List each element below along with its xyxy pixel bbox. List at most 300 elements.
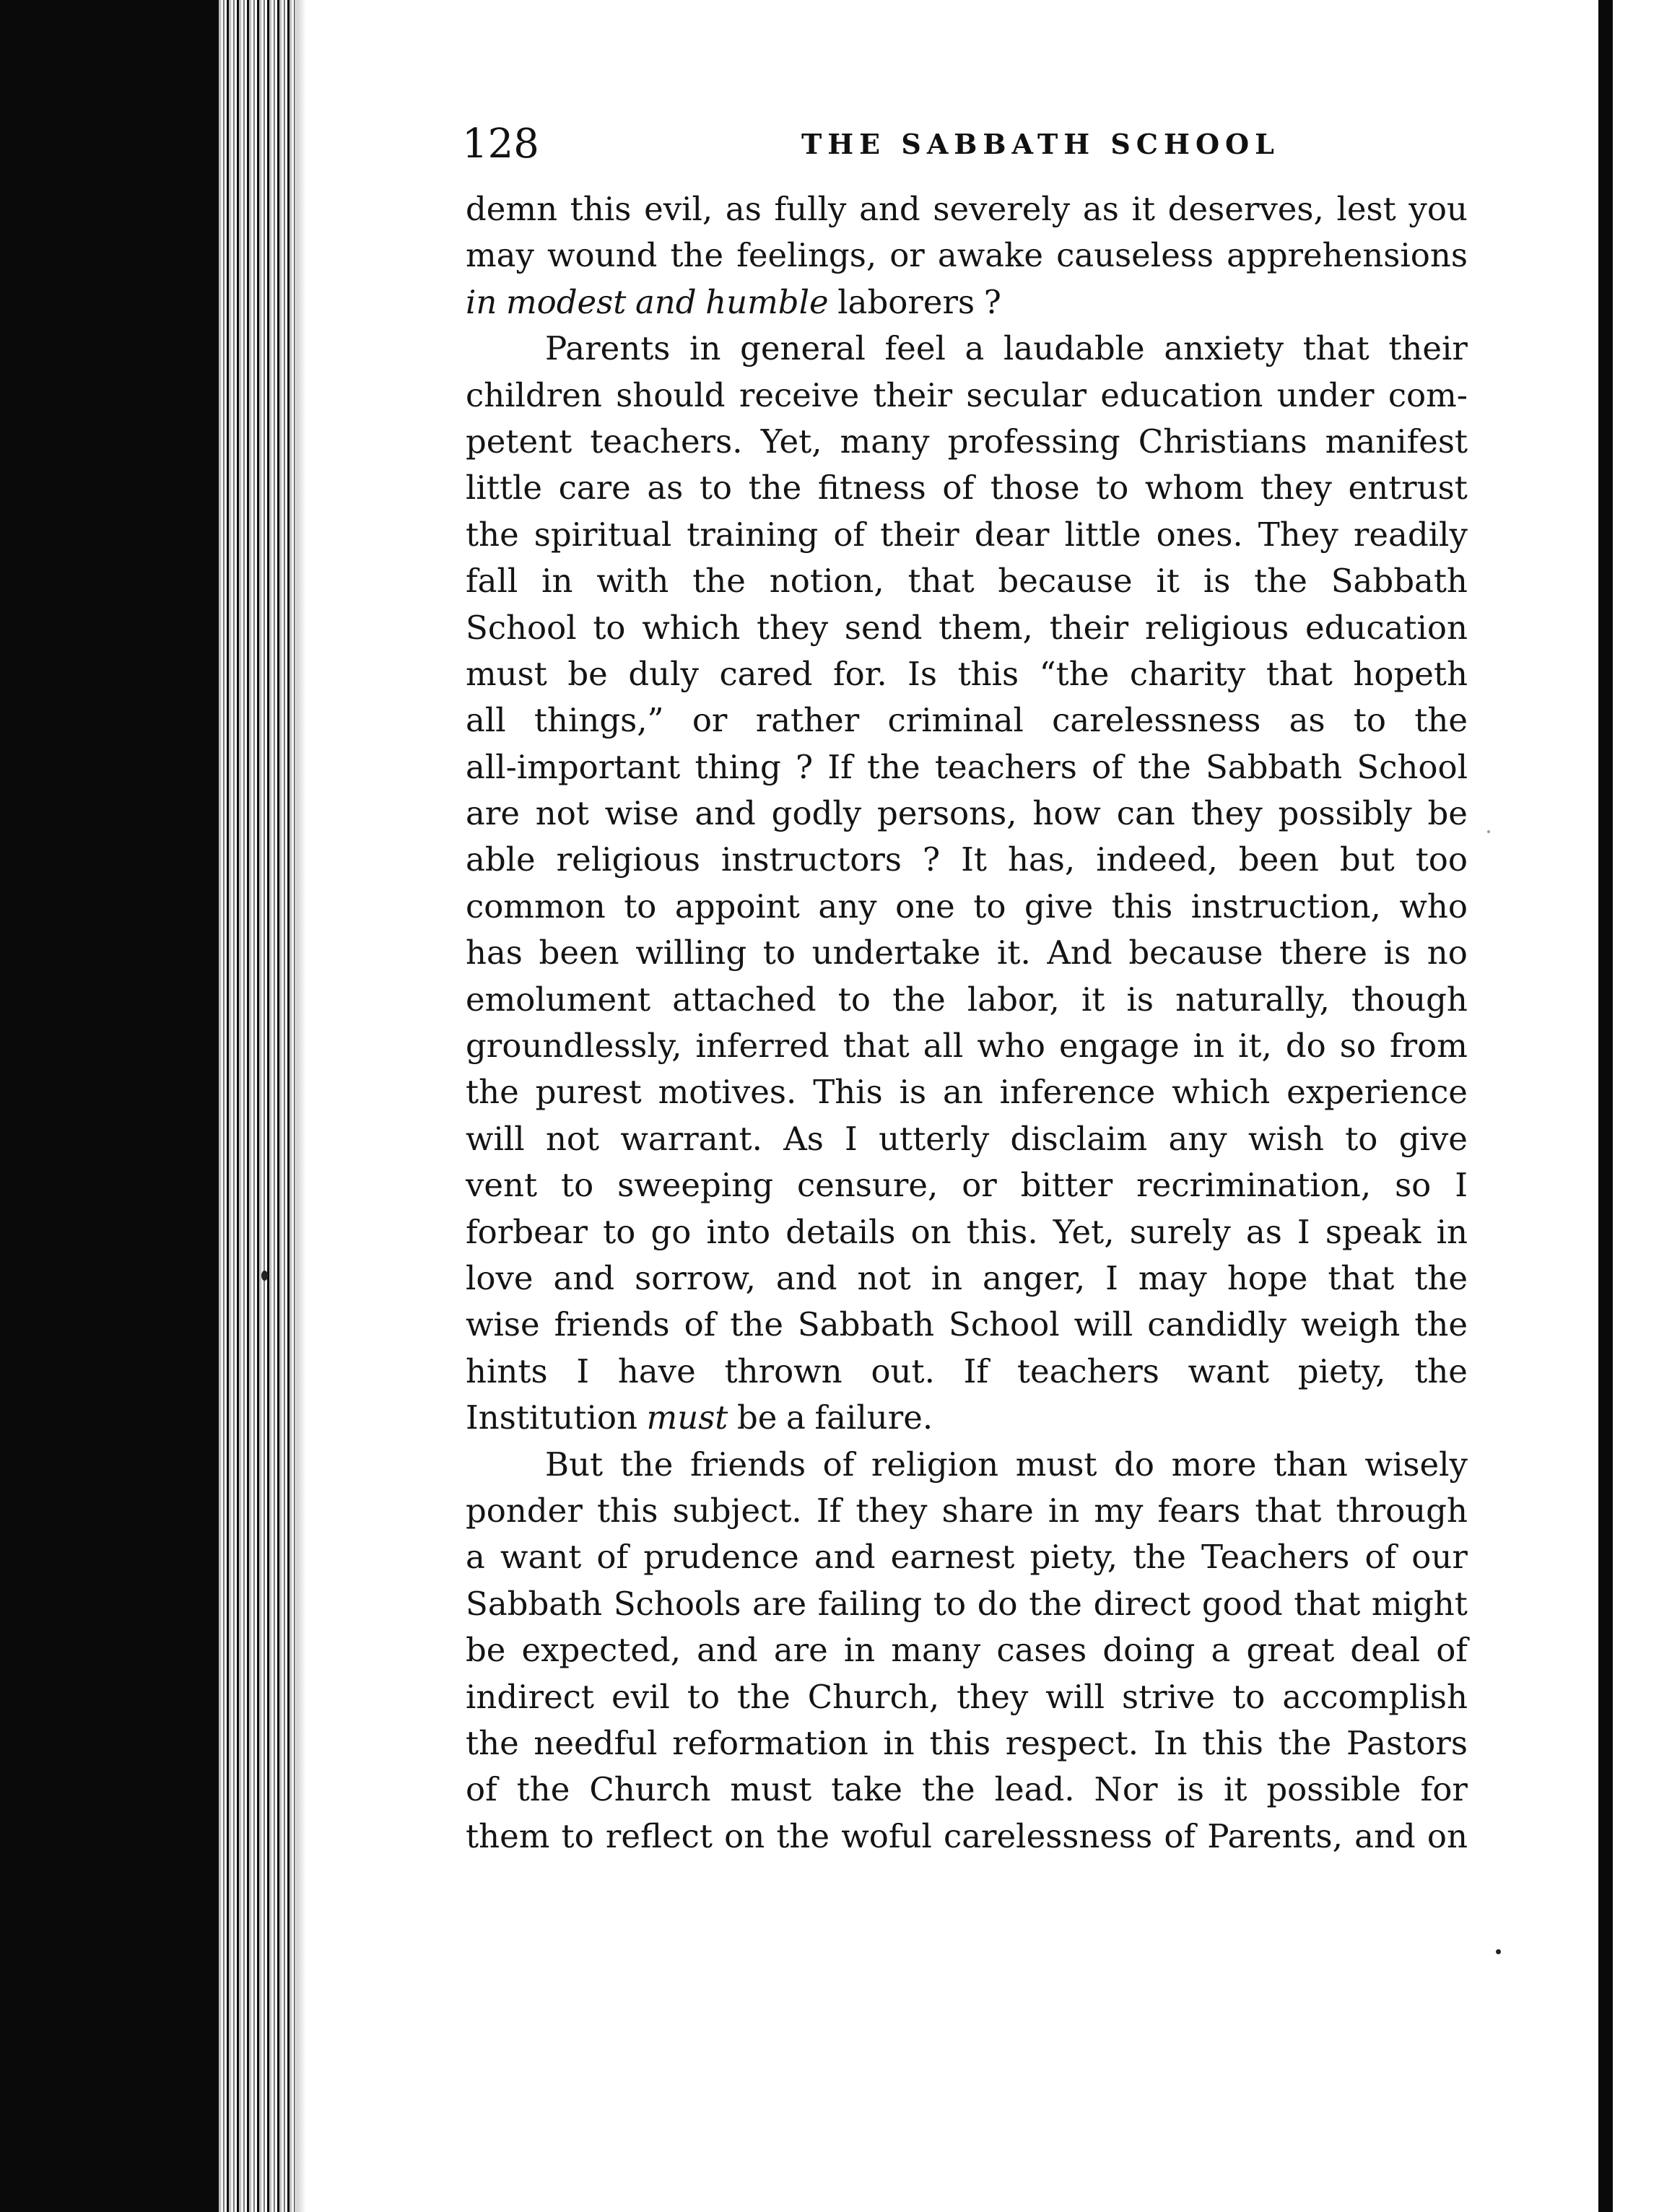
word: be [466, 1631, 506, 1670]
word: utterly [879, 1119, 990, 1158]
word: education [1305, 608, 1468, 647]
word: you [1408, 190, 1468, 228]
word: must [646, 1398, 728, 1437]
word: the [776, 1816, 830, 1855]
word: friends [554, 1305, 670, 1344]
word: do [977, 1584, 1018, 1623]
word: as [1082, 190, 1119, 228]
text-line [466, 1813, 1468, 1860]
word: religious [1144, 608, 1289, 647]
word: to [687, 1677, 720, 1716]
word: with [596, 562, 669, 601]
word: the [1414, 1351, 1468, 1390]
word: may [466, 236, 534, 275]
word: inferred [695, 1027, 830, 1066]
word: many [891, 1631, 981, 1670]
word: though [1351, 980, 1468, 1019]
word: it [1081, 980, 1105, 1019]
word: the [921, 1770, 975, 1809]
word: cases [996, 1631, 1087, 1670]
word: the [1414, 1258, 1468, 1297]
word: censure, [796, 1166, 939, 1205]
word: are [466, 794, 520, 833]
word: in [1193, 1027, 1225, 1066]
word: criminal [887, 701, 1024, 740]
word: must [730, 1770, 812, 1809]
word: be [736, 1398, 778, 1437]
text-line [466, 1349, 1468, 1395]
word: modest [505, 282, 627, 321]
word: or [962, 1166, 997, 1205]
word: their [880, 515, 959, 554]
word: how [1032, 794, 1101, 833]
word: of [942, 469, 975, 508]
word: naturally, [1175, 980, 1330, 1019]
word: no [1427, 933, 1468, 972]
word: readily [1353, 515, 1468, 554]
word: instruction, [1190, 887, 1381, 926]
word: I [1105, 1258, 1118, 1297]
word: of [684, 1305, 716, 1344]
word: to [1353, 701, 1386, 740]
text-line [466, 279, 1468, 326]
word: carelessness [1052, 701, 1261, 740]
page-edges [217, 0, 296, 2212]
word: in [931, 1258, 963, 1297]
word: the [1414, 1305, 1468, 1344]
word: them [466, 1816, 550, 1855]
word: religious [556, 840, 700, 879]
word: disclaim [1010, 1119, 1148, 1158]
word: all-important [466, 747, 681, 786]
text-line [466, 1302, 1468, 1348]
word: must [466, 654, 547, 693]
word: and [697, 1631, 758, 1670]
word: this. [966, 1212, 1038, 1251]
word: hints [466, 1351, 548, 1390]
word: is [899, 1073, 927, 1112]
word: the [670, 236, 724, 275]
word: not [857, 1258, 911, 1297]
word: deserves, [1167, 190, 1324, 228]
text-line [466, 1023, 1468, 1069]
word: and [859, 190, 920, 228]
word: needful [534, 1723, 658, 1762]
word: it [1223, 1770, 1248, 1809]
word: the [1278, 1723, 1332, 1762]
word: fully [774, 190, 847, 228]
word: the [1254, 562, 1307, 601]
word: causeless [1056, 236, 1214, 275]
word: things,” [534, 701, 664, 740]
page-number: 128 [462, 121, 539, 167]
word: candidly [1147, 1305, 1287, 1344]
word: be [567, 654, 608, 693]
word: should [616, 375, 726, 414]
word: thing [695, 747, 781, 786]
word: this [957, 654, 1019, 693]
word: must [1015, 1445, 1097, 1484]
word: into [706, 1212, 771, 1251]
word: engage [1058, 1027, 1180, 1066]
word: indirect [466, 1677, 595, 1716]
word: the [466, 1073, 519, 1112]
text-line [466, 1255, 1468, 1302]
word: may [1138, 1258, 1207, 1297]
word: more [1171, 1445, 1257, 1484]
word: so [1339, 1027, 1376, 1066]
word: groundlessly, [466, 1027, 682, 1066]
word: piety, [1297, 1351, 1386, 1390]
word: the [730, 1305, 783, 1344]
word: They [1258, 515, 1338, 554]
word: Teachers [1201, 1538, 1350, 1577]
text-line [466, 1069, 1468, 1115]
word: School [949, 1305, 1060, 1344]
word: spiritual [534, 515, 672, 554]
word: the [619, 1445, 674, 1484]
word: but [1339, 840, 1395, 879]
word: education [1100, 375, 1263, 414]
word: Church [589, 1770, 711, 1809]
word: labor, [967, 980, 1060, 1019]
word: possible [1266, 1770, 1401, 1809]
word: a [965, 329, 985, 368]
word: to [561, 1166, 594, 1205]
word: to [973, 887, 1006, 926]
body-text [466, 186, 1468, 1860]
word: And [1047, 933, 1113, 972]
word: on [1427, 1816, 1468, 1855]
word: piety, [1029, 1538, 1118, 1577]
word: are [773, 1631, 828, 1670]
word: as [1245, 1212, 1282, 1251]
word: of [1092, 747, 1123, 786]
word: not [545, 1119, 600, 1158]
word: the [466, 515, 519, 554]
word: the [1133, 1538, 1186, 1577]
word: recrimination, [1136, 1166, 1372, 1205]
word: it. [996, 933, 1031, 972]
word: this [929, 1723, 991, 1762]
word: has [466, 933, 523, 972]
word: bitter [1020, 1166, 1113, 1205]
word: teachers [934, 747, 1077, 786]
word: will [1045, 1677, 1105, 1716]
text-line [466, 605, 1468, 651]
word: my [1094, 1491, 1144, 1530]
word: of [822, 1445, 855, 1484]
word: which [642, 608, 741, 647]
word: notion, [769, 562, 884, 601]
word: to [699, 469, 733, 508]
word: good [1201, 1584, 1283, 1623]
word: through [1336, 1491, 1468, 1530]
word: that [907, 562, 975, 601]
word: is [1203, 562, 1231, 601]
word: those [990, 469, 1080, 508]
word: go [650, 1212, 692, 1251]
text-line [466, 884, 1468, 930]
text-line [466, 1209, 1468, 1255]
word: for [1420, 1770, 1468, 1809]
word: ? [983, 282, 1001, 321]
word: motives. [658, 1073, 797, 1112]
word: ? [795, 747, 814, 786]
word: of [1436, 1631, 1468, 1670]
word: be [1427, 794, 1468, 833]
text-line [466, 1162, 1468, 1209]
word: of [1364, 1538, 1397, 1577]
word: our [1411, 1538, 1468, 1577]
text-line [466, 232, 1468, 279]
page-edge-fade [296, 0, 306, 2212]
text-line [466, 697, 1468, 744]
word: hope [1227, 1258, 1308, 1297]
word: on [910, 1212, 952, 1251]
word: to [933, 1584, 967, 1623]
word: or [692, 701, 728, 740]
word: not [535, 794, 589, 833]
running-title: THE SABBATH SCHOOL [801, 128, 1280, 160]
word: teachers [1016, 1351, 1159, 1390]
word: all [466, 701, 506, 740]
word: respect. [1005, 1723, 1139, 1762]
word: have [617, 1351, 696, 1390]
word: them, [939, 608, 1033, 647]
word: I [1297, 1212, 1310, 1251]
word: and [775, 1258, 837, 1297]
word: expected, [521, 1631, 682, 1670]
word: to [624, 887, 657, 926]
word: appoint [674, 887, 800, 926]
word: because [1128, 933, 1263, 972]
word: feelings, [736, 236, 877, 275]
word: this [1202, 1723, 1263, 1762]
word: under [1276, 375, 1375, 414]
word: School [1357, 747, 1468, 786]
word: been [539, 933, 619, 972]
word: to [762, 933, 796, 972]
word: thrown [724, 1351, 842, 1390]
word: prudence [643, 1538, 799, 1577]
word: Sabbath [466, 1584, 603, 1623]
word: any [1168, 1119, 1227, 1158]
word: their [1388, 329, 1468, 368]
word: give [1398, 1119, 1468, 1158]
word: in [1048, 1491, 1080, 1530]
word: strive [1121, 1677, 1216, 1716]
word: are [752, 1584, 807, 1623]
word: as [1289, 701, 1325, 740]
right-margin [1613, 0, 1672, 2212]
word: direct [1093, 1584, 1191, 1623]
text-line [466, 419, 1468, 465]
word: wise [466, 1305, 540, 1344]
word: the [692, 562, 746, 601]
word: or [889, 236, 925, 275]
word: vent [466, 1166, 538, 1205]
word: But [545, 1445, 604, 1484]
word: I [845, 1119, 858, 1158]
text-line [466, 465, 1468, 511]
right-scan-border [1598, 0, 1613, 2212]
word: this [570, 190, 632, 228]
word: able [466, 840, 536, 879]
word: little [1064, 515, 1141, 554]
text-line [466, 1627, 1468, 1673]
word: can [1116, 794, 1175, 833]
word: in [466, 282, 497, 321]
text-line [466, 186, 1468, 232]
word: many [840, 422, 930, 461]
word: to [561, 1816, 594, 1855]
word: to [1232, 1677, 1266, 1716]
word: share [941, 1491, 1034, 1530]
text-line [466, 1395, 1468, 1441]
word: laborers [837, 282, 975, 321]
word: as [725, 190, 762, 228]
word: in [883, 1723, 915, 1762]
word: and [814, 1538, 876, 1577]
word: it [1156, 562, 1180, 601]
word: receive [739, 375, 860, 414]
word: that [842, 1027, 910, 1066]
word: It [961, 840, 987, 879]
word: Institution [466, 1398, 637, 1437]
word: wise [604, 794, 679, 833]
word: and [1354, 1816, 1416, 1855]
word: as [647, 469, 684, 508]
word: persons, [877, 794, 1017, 833]
word: doing [1102, 1631, 1196, 1670]
text-line [466, 558, 1468, 604]
word: and [635, 282, 697, 321]
word: As [783, 1119, 824, 1158]
word: is [1177, 1770, 1204, 1809]
word: who [1399, 887, 1468, 926]
word: ? [923, 840, 941, 879]
word: hopeth [1353, 654, 1468, 693]
word: earnest [890, 1538, 1015, 1577]
word: this [1111, 887, 1173, 926]
word: charity [1129, 654, 1246, 693]
word: in [843, 1631, 876, 1670]
word: to [603, 1212, 636, 1251]
word: the [892, 980, 946, 1019]
word: in [689, 329, 721, 368]
word: I [1455, 1166, 1468, 1205]
word: to [1345, 1119, 1378, 1158]
text-line [466, 512, 1468, 558]
word: professing [947, 422, 1120, 461]
word: might [1371, 1584, 1468, 1623]
word: Christians [1138, 422, 1307, 461]
text-line [466, 1116, 1468, 1162]
word: Sabbath [1331, 562, 1468, 601]
word: fall [466, 562, 518, 601]
word: they [855, 1491, 928, 1530]
word: an [942, 1073, 983, 1112]
word: any [818, 887, 877, 926]
word: whom [1144, 469, 1245, 508]
word: that [1255, 1491, 1322, 1530]
word: one [895, 887, 955, 926]
word: instructors [720, 840, 902, 879]
text-line [466, 744, 1468, 791]
word: Is [907, 654, 938, 693]
word: sweeping [617, 1166, 774, 1205]
word: fears [1157, 1491, 1241, 1530]
word: humble [705, 282, 829, 321]
text-line [466, 1767, 1468, 1813]
text-line [466, 1534, 1468, 1580]
word: little [466, 469, 542, 508]
word: there [1279, 933, 1367, 972]
word: they [957, 1677, 1029, 1716]
word: Nor [1094, 1770, 1158, 1809]
word: reformation [672, 1723, 868, 1762]
word: details [785, 1212, 896, 1251]
word: is [1126, 980, 1154, 1019]
word: ones. [1156, 515, 1243, 554]
word: possibly [1278, 794, 1412, 833]
word: of [596, 1538, 629, 1577]
word: on [724, 1816, 765, 1855]
word: I [576, 1351, 590, 1390]
word: too [1415, 840, 1468, 879]
text-line [466, 1720, 1468, 1767]
word: the [1029, 1584, 1082, 1623]
word: send [844, 608, 923, 647]
word: of [466, 1770, 497, 1809]
word: failure. [814, 1398, 933, 1437]
word: great [1246, 1631, 1335, 1670]
word: inference [999, 1073, 1156, 1112]
word: surely [1129, 1212, 1231, 1251]
word: wish [1248, 1119, 1324, 1158]
word: severely [933, 190, 1071, 228]
word: which [1172, 1073, 1271, 1112]
word: dear [974, 515, 1050, 554]
word: failing [817, 1584, 923, 1623]
word: attached [672, 980, 817, 1019]
word: awake [937, 236, 1043, 275]
word: If [816, 1491, 842, 1530]
word: in [1436, 1212, 1468, 1251]
word: Yet, [1053, 1212, 1115, 1251]
text-line [466, 791, 1468, 837]
word: Schools [613, 1584, 741, 1623]
word: take [831, 1770, 903, 1809]
word: feel [884, 329, 946, 368]
word: been [1238, 840, 1319, 879]
text-line [466, 837, 1468, 883]
word: carelessness [944, 1816, 1153, 1855]
word: If [827, 747, 853, 786]
word: demn [466, 190, 558, 228]
word: weigh [1300, 1305, 1401, 1344]
word: for. [833, 654, 887, 693]
word: ponder [466, 1491, 583, 1530]
word: lead. [994, 1770, 1075, 1809]
word: will [466, 1119, 525, 1158]
text-line [466, 651, 1468, 697]
word: training [687, 515, 819, 554]
word: has, [1008, 840, 1076, 879]
word: is [1383, 933, 1411, 972]
word: the [466, 1723, 519, 1762]
